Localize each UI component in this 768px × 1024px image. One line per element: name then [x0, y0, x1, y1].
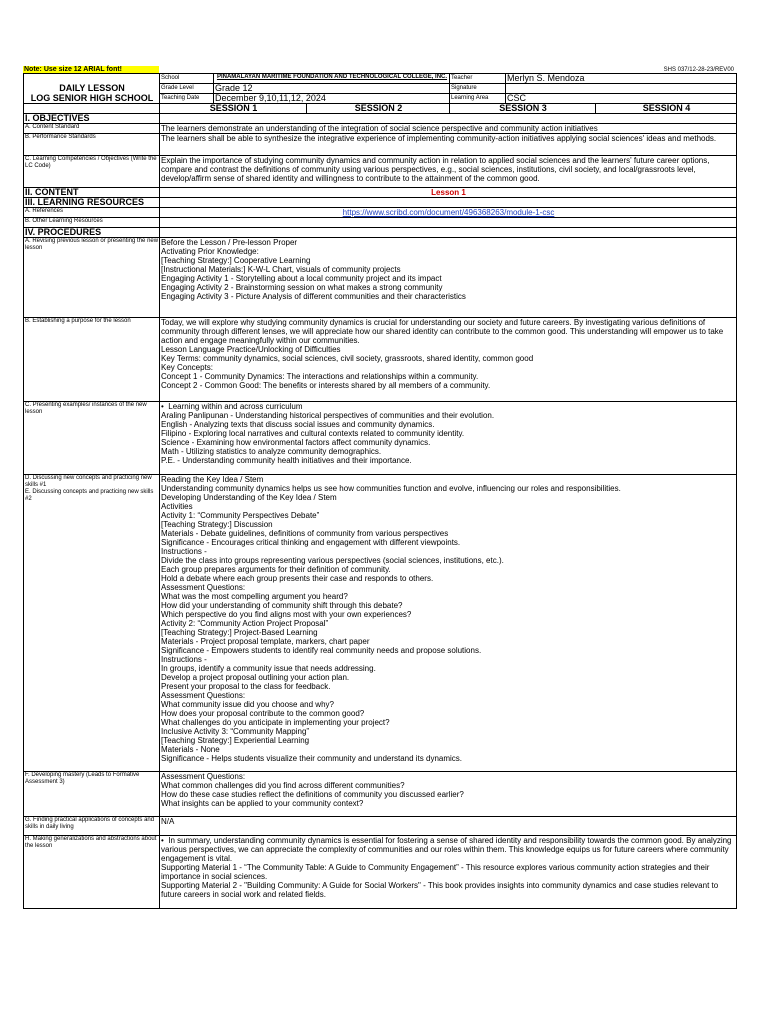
- competency-label: C. Learning Competencies / Objectives (Write the LC Code): [24, 156, 160, 188]
- grade-value: Grade 12: [214, 84, 450, 94]
- grade-label: Grade Level: [160, 84, 214, 94]
- title-block: [24, 74, 160, 104]
- section-content: II. CONTENT: [24, 188, 160, 198]
- session-4: SESSION 4: [596, 104, 737, 114]
- performance-standard-label: B. Performance Standards: [24, 134, 160, 156]
- procedure-c: • Learning within and across curriculum Araling Panlipunan - Understanding historical perspectives of communities and their evolution. English - Analyzing texts that discuss social issues and community dynamics. Filipino - Exploring local narratives and cultural contexts related to community identity. Science - Examining how environmental factors affect community dynamics. Math - Utilizing statistics to analyze community demographics. P.E. - Understanding community health initiatives and their importance.: [160, 402, 737, 475]
- procedure-a-label: A. Revising previous lesson or presenting the new lesson: [24, 238, 160, 318]
- procedure-de: Reading the Key Idea / Stem Understanding community dynamics helps us see how communities function and evolve, influencing our roles and responsibilities. Developing Understanding of the Key Idea / Stem Activities Activity 1: “Community Perspectives Debate” [Teaching Strategy:] Discussion Materials - Debate guidelines, definitions of community from various perspectives Significance - Encourages critical thinking and engagement with different viewpoints. Instructions - Divide the class into groups representing various perspectives (social sciences, institutions, etc.). Each group prepares arguments for their definition of community. Hold a debate where each group presents their case and responds to others. Assessment Questions: What was the most compelling argument you heard? How did your understanding of community shift through this debate? Which perspective do you find aligns most with your own experiences? Activity 2: “Community Action Project Proposal” [Teaching Strategy:] Project-Based Learning Materials - Project proposal template, markers, chart paper Significance - Empowers students to identify real community needs and propose solutions. Instructions - In groups, identify a community issue that needs addressing. Develop a project proposal outlining your action plan. Present your proposal to the class for feedback. Assessment Questions: What community issue did you choose and why? How does your proposal contribute to the common good? What challenges do you anticipate in implementing your project? Inclusive Activity 3: “Community Mapping” [Teaching Strategy:] Experiential Learning Materials - None Significance - Helps students visualize their community and understand its dynamics.: [160, 475, 737, 772]
- procedure-c-label: C. Presenting examples/ instances of the new lesson: [24, 402, 160, 475]
- section-procedures: IV. PROCEDURES: [24, 228, 160, 238]
- section-resources: III. LEARNING RESOURCES: [24, 198, 160, 208]
- font-note: Note: Use size 12 ARIAL font!: [23, 66, 159, 74]
- performance-standard: The learners shall be able to synthesize the integrative experience of implementing community-action initiatives applying social sciences' ideas and methods.: [160, 134, 737, 156]
- school-name: PINAMALAYAN MARITIME FOUNDATION AND TECHNOLOGICAL COLLEGE, INC.: [214, 74, 450, 84]
- procedure-e-label: E. Discussing concepts and practicing new skills #2: [25, 489, 154, 502]
- objectives-spacer: [160, 114, 737, 124]
- form-code: SHS 037/12-28-23/REV00: [663, 67, 734, 73]
- procedure-de-labels: [24, 475, 160, 772]
- title-line-2: LOG SENIOR HIGH SCHOOL: [30, 93, 154, 103]
- school-label: School: [160, 74, 214, 84]
- resources-spacer: [160, 198, 737, 208]
- procedure-g-label: G. Finding practical applications of concepts and skills in daily living: [24, 817, 160, 836]
- signature-label: Signature: [450, 84, 506, 94]
- session-3: SESSION 3: [450, 104, 596, 114]
- session-1: SESSION 1: [160, 104, 307, 114]
- procedure-h: • In summary, understanding community dynamics is essential for fostering a sense of shared identity and responsibility towards the common good. By analyzing various perspectives, we can appreciate the complexity of communities and our roles within them. This knowledge equips us for future careers where community engagement is vital. Supporting Material 1 - “The Community Table: A Guide to Community Engagement” - This resource explores various community action strategies and their importance in social sciences. Supporting Material 2 - "Building Community: A Guide for Social Workers" - This book provides insights into community dynamics and case studies relevant to future careers in social work and related fields.: [160, 836, 737, 909]
- procedure-f-label: F. Developing mastery (Leads to Formative Assessment 3): [24, 772, 160, 817]
- procedure-b-label: B. Establishing a purpose for the lesson: [24, 318, 160, 402]
- procedure-b: Today, we will explore why studying community dynamics is crucial for understanding our society and future careers. By investigating various definitions of community through different lenses, we will appreciate how our shared identity can contribute to the common good. This understanding will empower us to take action and engage meaningfully within our communities. Lesson Language Practice/Unlocking of Difficulties Key Terms: community dynamics, social sciences, civil society, grassroots, shared identity, common good Key Concepts: Concept 1 - Community Dynamics: The interactions and relationships within a community. Concept 2 - Common Good: The benefits or interests shared by all members of a community.: [160, 318, 737, 402]
- reference-link[interactable]: https://www.scribd.com/document/496368263/module-1-csc: [160, 208, 737, 218]
- procedure-a: Before the Lesson / Pre-lesson Proper Activating Prior Knowledge: [Teaching Strategy:] Cooperative Learning [Instructional Materials:] K-W-L Chart, visuals of community projects Engaging Activity 1 - Storytelling about a local community project and its impact Engaging Activity 2 - Brainstorming session on what makes a strong community Engaging Activity 3 - Picture Analysis of different communities and their characteristics: [160, 238, 737, 318]
- procedure-g: N/A: [160, 817, 737, 836]
- session-2: SESSION 2: [307, 104, 450, 114]
- teacher-name: Merlyn S. Mendoza: [506, 74, 737, 84]
- date-label: Teaching Date: [160, 94, 214, 104]
- procedure-h-label: H. Making generalizations and abstractions about the lesson: [24, 836, 160, 909]
- procedure-f: Assessment Questions: What common challenges did you find across different communities? How do these case studies reflect the definitions of community you discussed earlier? What insights can be applied to your community context?: [160, 772, 737, 817]
- section-objectives: I. OBJECTIVES: [24, 114, 160, 124]
- content-standard-label: A. Content Standard: [24, 124, 160, 134]
- procedures-spacer: [160, 228, 737, 238]
- other-resources-label: B. Other Learning Resources: [24, 218, 160, 228]
- date-value: December 9,10,11,12, 2024: [214, 94, 450, 104]
- references-label: A. References: [24, 208, 160, 218]
- competency: Explain the importance of studying community dynamics and community action in relation to applied social sciences and the learners' future career options, compare and contrast the definitions of community using various perspectives, e.g., social sciences, institutions, civil society, and local/grassroots level, develop/affirm sense of shared identity and willingness to contribute to the attainment of the common good.: [160, 156, 737, 188]
- title-line-1: DAILY LESSON: [59, 83, 125, 93]
- session-spacer: [24, 104, 160, 114]
- area-label: Learning Area: [450, 94, 506, 104]
- area-value: CSC: [506, 94, 737, 104]
- daily-lesson-log-table: [23, 73, 737, 909]
- content-standard: The learners demonstrate an understanding of the integration of social science perspective and community action initiatives: [160, 124, 737, 134]
- procedure-d-label: D. Discussing new concepts and practicing new skills #1: [25, 475, 152, 488]
- signature-value: [506, 84, 737, 94]
- lesson-title: Lesson 1: [160, 188, 737, 198]
- teacher-label: Teacher: [450, 74, 506, 84]
- other-resources: [160, 218, 737, 228]
